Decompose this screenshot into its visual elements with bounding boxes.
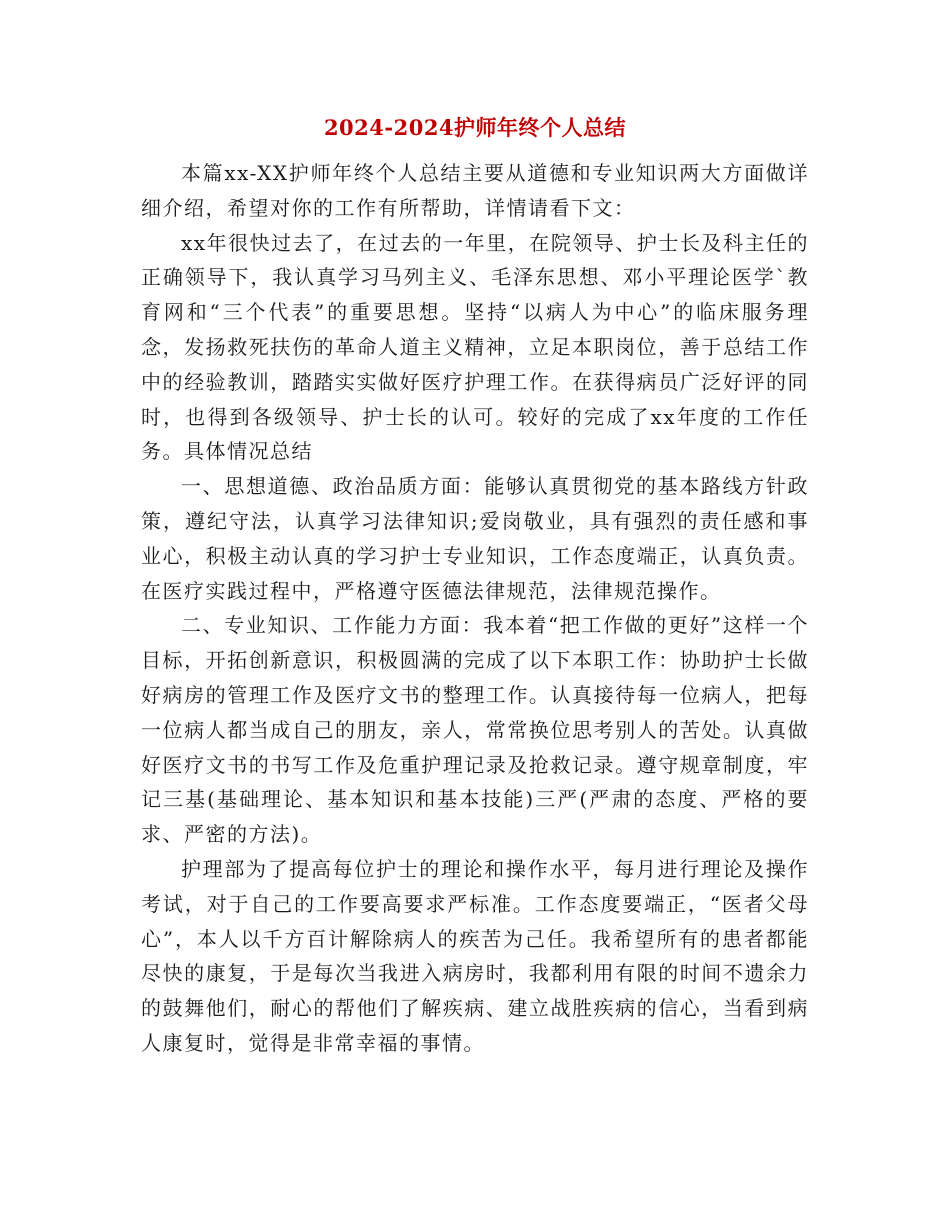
document-body	[141, 156, 809, 1061]
paragraph-ethics: 一、思想道德、政治品质方面：能够认真贯彻党的基本路线方针政策，遵纪守法，认真学习法律知识;爱岗敬业，具有强烈的责任感和事业心，积极主动认真的学习护士专业知识，工作态度端正，认真负责。在医疗实践过程中，严格遵守医德法律规范，法律规范操作。	[141, 474, 809, 603]
paragraph-intro: 本篇xx-XX护师年终个人总结主要从道德和专业知识两大方面做详细介绍，希望对你的工作有所帮助，详情请看下文：	[141, 161, 809, 220]
paragraph-overview: xx年很快过去了，在过去的一年里，在院领导、护士长及科主任的正确领导下，我认真学习马列主义、毛泽东思想、邓小平理论医学`教育网和“三个代表”的重要思想。坚持“以病人为中心”的临床服务理念，发扬救死扶伤的革命人道主义精神，立足本职岗位，善于总结工作中的经验教训，踏踏实实做好医疗护理工作。在获得病员广泛好评的同时，也得到各级领导、护士长的认可。较好的完成了xx年度的工作任务。具体情况总结	[141, 230, 809, 464]
paragraph-nursing-department: 护理部为了提高每位护士的理论和操作水平，每月进行理论及操作考试，对于自己的工作要高要求严标准。工作态度要端正，“医者父母心”，本人以千方百计解除病人的疾苦为己任。我希望所有的患者都能尽快的康复，于是每次当我进入病房时，我都利用有限的时间不遗余力的鼓舞他们，耐心的帮他们了解疾病、建立战胜疾病的信心，当看到病人康复时，觉得是非常幸福的事情。	[141, 856, 809, 1055]
document-title: 2024-2024护师年终个人总结	[323, 115, 627, 140]
paragraph-professional: 二、专业知识、工作能力方面：我本着“把工作做的更好”这样一个目标，开拓创新意识，积极圆满的完成了以下本职工作：协助护士长做好病房的管理工作及医疗文书的整理工作。认真接待每一位病人，把每一位病人都当成自己的朋友，亲人，常常换位思考别人的苦处。认真做好医疗文书的书写工作及危重护理记录及抢救记录。遵守规章制度，牢记三基(基础理论、基本知识和基本技能)三严(严肃的态度、严格的要求、严密的方法)。	[141, 613, 809, 847]
